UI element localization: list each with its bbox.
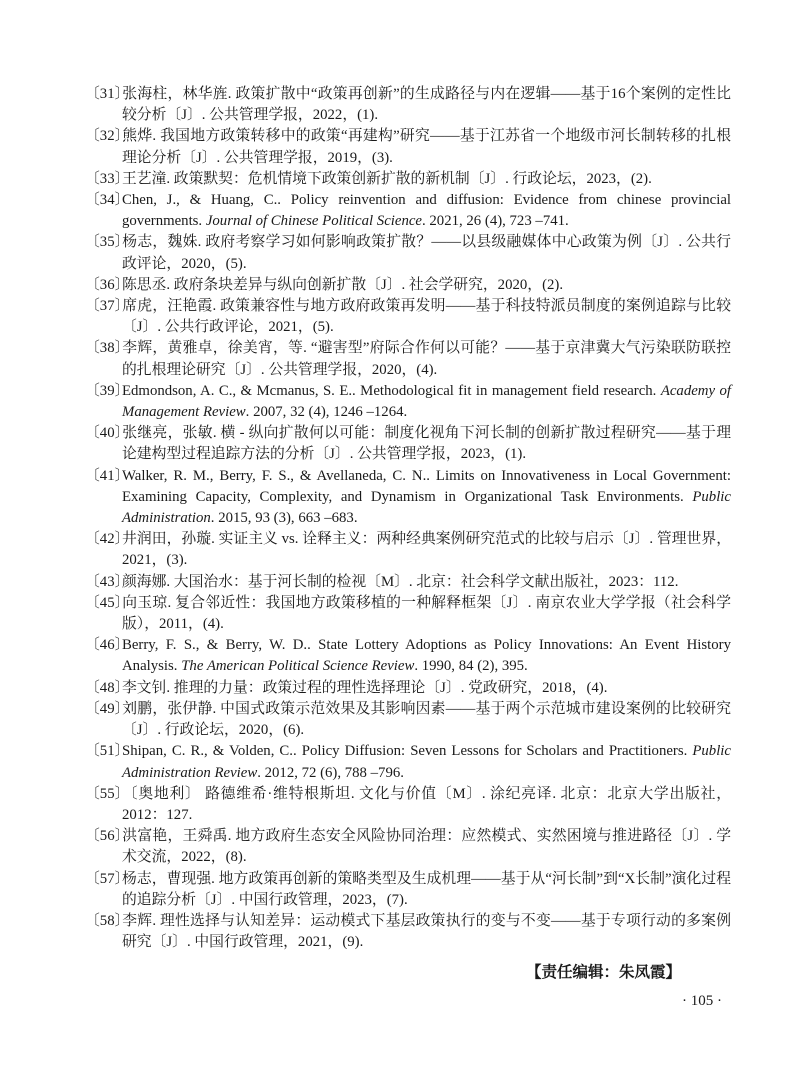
reference-text: 李文钊. 推理的力量：政策过程的理性选择理论〔J〕. 党政研究，2018，(4). xyxy=(122,679,608,696)
reference-text: 颜海娜. 大国治水：基于河长制的检视〔M〕. 北京：社会科学文献出版社，2023：112. xyxy=(122,573,679,590)
reference-text: Edmondson, A. C., & Mcmanus, S. E.. Methodological fit in management field research. Academy of Management Review. 2007, 32 (4), 1246 –1264. xyxy=(122,382,731,421)
reference-item xyxy=(85,84,731,126)
reference-item xyxy=(85,784,731,826)
reference-item xyxy=(85,699,731,741)
reference-item xyxy=(85,869,731,911)
reference-text: 向玉琼. 复合邻近性：我国地方政策移植的一种解释框架〔J〕. 南京农业大学学报（社会科学版），2011，(4). xyxy=(122,594,731,633)
reference-number: 〔39〕 xyxy=(85,382,130,399)
responsible-editor-label: 【责任编辑：朱凤霞】 xyxy=(525,964,681,982)
reference-text: 刘鹏，张伊静. 中国式政策示范效果及其影响因素——基于两个示范城市建设案例的比较研究〔J〕. 行政论坛，2020，(6). xyxy=(122,700,731,739)
reference-text: 席虎，汪艳霞. 政策兼容性与地方政府政策再发明——基于科技特派员制度的案例追踪与比较〔J〕. 公共行政评论，2021，(5). xyxy=(122,298,731,336)
reference-number: 〔45〕 xyxy=(85,594,130,611)
reference-item xyxy=(85,423,731,465)
reference-text: Chen, J., & Huang, C.. Policy reinvention and diffusion: Evidence from chinese provincial governments. Journal of Chinese Political Science. 2021, 26 (4), 723 –741. xyxy=(122,192,731,230)
reference-text: 井润田，孙璇. 实证主义 vs. 诠释主义：两种经典案例研究范式的比较与启示〔J〕. 管理世界，2021，(3). xyxy=(122,531,731,569)
reference-item xyxy=(85,911,731,953)
reference-text: Shipan, C. R., & Volden, C.. Policy Diffusion: Seven Lessons for Scholars and Practitioners. Public Administration Review. 2012, 72 (6), 788 –796. xyxy=(122,743,731,781)
reference-item xyxy=(85,296,731,338)
reference-number: 〔51〕 xyxy=(85,743,130,760)
reference-number: 〔33〕 xyxy=(85,170,130,187)
reference-list xyxy=(85,84,731,953)
reference-item xyxy=(85,741,731,783)
reference-text: 陈思丞. 政府条块差异与纵向创新扩散〔J〕. 社会学研究，2020，(2). xyxy=(122,276,564,293)
reference-item xyxy=(85,572,731,593)
reference-text: 张继亮，张敏. 横 - 纵向扩散何以可能：制度化视角下河长制的创新扩散过程研究——基于理论建构型过程追踪方法的分析〔J〕. 公共管理学报，2023，(1). xyxy=(122,425,731,463)
reference-number: 〔35〕 xyxy=(85,234,130,251)
reference-item xyxy=(85,232,731,274)
reference-item xyxy=(85,678,731,699)
reference-number: 〔41〕 xyxy=(85,467,130,484)
reference-item xyxy=(85,466,731,530)
references-section xyxy=(85,84,731,1011)
reference-item xyxy=(85,593,731,635)
reference-text: 王艺潼. 政策默契：危机情境下政策创新扩散的新机制〔J〕. 行政论坛，2023，(2). xyxy=(122,170,652,187)
reference-text: Walker, R. M., Berry, F. S., & Avellaneda, C. N.. Limits on Innovativeness in Local Government: Examining Capacity, Complexity, and Dynamism in Organizational Task Environments. Public Administration. 2015, 93 (3), 663 –683. xyxy=(122,467,731,527)
reference-item xyxy=(85,169,731,190)
reference-text: 洪富艳，王舜禹. 地方政府生态安全风险协同治理：应然模式、实然困境与推进路径〔J〕. 学术交流，2022，(8). xyxy=(122,828,731,866)
reference-item xyxy=(85,826,731,868)
reference-number: 〔37〕 xyxy=(85,298,130,315)
reference-item xyxy=(85,635,731,677)
reference-number: 〔34〕 xyxy=(85,192,130,209)
reference-item xyxy=(85,275,731,296)
reference-number: 〔48〕 xyxy=(85,679,130,696)
reference-item xyxy=(85,381,731,423)
reference-item xyxy=(85,190,731,232)
reference-item xyxy=(85,338,731,380)
reference-item xyxy=(85,529,731,571)
reference-number: 〔38〕 xyxy=(85,340,130,357)
reference-text: 李辉. 理性选择与认知差异：运动模式下基层政策执行的变与不变——基于专项行动的多案例研究〔J〕. 中国行政管理，2021，(9). xyxy=(122,912,731,951)
reference-number: 〔49〕 xyxy=(85,700,130,717)
reference-text: 张海柱，林华旌. 政策扩散中“政策再创新”的生成路径与内在逻辑——基于16个案例的定性比较分析〔J〕. 公共管理学报，2022，(1). xyxy=(122,86,731,124)
reference-number: 〔36〕 xyxy=(85,276,130,293)
reference-number: 〔46〕 xyxy=(85,637,130,654)
reference-number: 〔42〕 xyxy=(85,531,130,548)
reference-number: 〔57〕 xyxy=(85,870,130,887)
reference-number: 〔55〕 xyxy=(85,785,130,802)
reference-number: 〔31〕 xyxy=(85,86,130,102)
reference-text: 杨志，曹现强. 地方政策再创新的策略类型及生成机理——基于从“河长制”到“X长制”演化过程的追踪分析〔J〕. 中国行政管理，2023，(7). xyxy=(122,870,731,908)
reference-text: 熊烨. 我国地方政策转移中的政策“再建构”研究——基于江苏省一个地级市河长制转移的扎根理论分析〔J〕. 公共管理学报，2019，(3). xyxy=(122,128,731,166)
reference-text: Berry, F. S., & Berry, W. D.. State Lottery Adoptions as Policy Innovations: An Event History Analysis. The American Political Science Review. 1990, 84 (2), 395. xyxy=(122,637,731,675)
reference-item xyxy=(85,126,731,168)
reference-text: 杨志，魏姝. 政府考察学习如何影响政策扩散？——以县级融媒体中心政策为例〔J〕. 公共行政评论，2020，(5). xyxy=(122,234,731,272)
reference-number: 〔32〕 xyxy=(85,128,130,145)
reference-text: 李辉，黄雅卓，徐美宵，等. “避害型”府际合作何以可能？——基于京津冀大气污染联防联控的扎根理论研究〔J〕. 公共管理学报，2020，(4). xyxy=(122,340,731,378)
reference-number: 〔40〕 xyxy=(85,425,130,442)
reference-number: 〔58〕 xyxy=(85,912,130,929)
page-number: · 105 · xyxy=(682,993,722,1010)
reference-number: 〔56〕 xyxy=(85,828,130,845)
reference-text: 〔奥地利〕 路德维希·维特根斯坦. 文化与价值〔M〕. 涂纪亮译. 北京：北京大学出版社，2012：127. xyxy=(122,785,731,823)
reference-number: 〔43〕 xyxy=(85,573,130,590)
